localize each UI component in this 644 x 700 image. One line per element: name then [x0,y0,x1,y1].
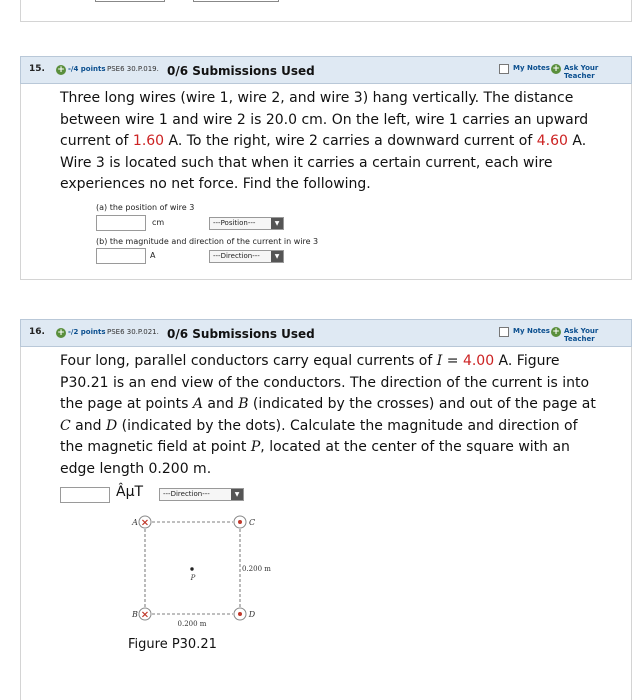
label-B: B [132,610,138,619]
my-notes-link[interactable]: My Notes [513,327,550,335]
text-line [60,416,626,438]
label-A: A [132,518,138,527]
current-value: 4.00 [462,353,495,369]
question-15-header [20,56,632,84]
submissions-used: 0/6 Submissions Used [167,327,315,341]
text-segment: and [202,396,239,412]
text-segment: A. Figure [494,353,560,369]
conductor-D-dot [238,612,242,616]
text-line: experiences no net force. Find the following. [60,176,371,192]
text-segment: Four long, parallel conductors carry equal currents of [60,353,437,369]
point-A: A [192,396,203,412]
text-segment: = [442,353,463,369]
text-line: between wire 1 and wire 2 is 20.0 cm. On the left, wire 1 carries an upward [60,111,589,128]
point-B: B [238,396,249,412]
ask-teacher-plus-icon: + [552,327,560,337]
point-P-dot [190,567,193,570]
text-line [60,437,626,459]
points-link[interactable]: -/2 points [68,328,106,336]
text-segment: (indicated by the dots). Calculate the magnitude and direction of [117,417,578,434]
text-line: Wire 3 is located such that when it carries a certain current, each wire [60,154,553,171]
submissions-used: 0/6 Submissions Used [167,64,315,78]
expand-plus-icon[interactable]: + [57,65,65,75]
text-segment: the page at points [60,396,193,412]
field-direction-select-value: ---Direction--- [163,490,210,498]
position-select[interactable] [209,217,284,230]
text-segment: A. To the right, wire 2 carries a downward current of [164,133,537,149]
field-unit: ÂµT [116,484,144,500]
part-b-answer-input[interactable] [96,248,146,264]
text-line [60,351,626,373]
variable-I: I [436,353,443,369]
previous-question-card [20,0,632,22]
field-answer-input[interactable] [60,487,110,503]
edge-length-right: 0.200 m [242,565,271,573]
expand-plus-icon[interactable]: + [57,328,65,338]
previous-answer-box[interactable] [95,0,165,2]
my-notes-checkbox[interactable] [499,64,509,74]
direction-select-value: ---Direction--- [213,252,260,260]
part-a-answer-input[interactable] [96,215,146,231]
point-D: D [105,417,118,434]
conductor-C-dot [238,520,242,524]
point-P: P [250,439,261,455]
text-line [60,394,626,416]
conductor-B-cross: × [140,609,150,621]
question-number: 16. [29,327,45,337]
text-segment: (indicated by the crosses) and out of the page at [248,396,596,412]
part-a-label: (a) the position of wire 3 [96,203,195,212]
my-notes-link[interactable]: My Notes [513,64,550,72]
label-C: C [248,518,256,527]
chevron-down-icon: ▼ [271,251,283,262]
current-value-1: 1.60 [132,133,165,149]
text-line: edge length 0.200 m. [60,460,212,477]
part-b-label: (b) the magnitude and direction of the current in wire 3 [96,237,319,246]
problem-code: PSE6 30.P.021. [107,328,159,336]
position-select-value: ---Position--- [213,219,256,227]
text-segment: A. [567,133,587,149]
current-value-2: 4.60 [536,133,568,149]
conductor-A-cross: × [140,517,150,529]
ask-your-teacher-link[interactable]: Ask Your Teacher [564,327,599,343]
ask-your-teacher-link[interactable]: Ask Your Teacher [564,64,599,80]
text-line: P30.21 is an end view of the conductors. The direction of the current is into [60,374,590,391]
question-16-header [20,319,632,347]
text-segment: and [70,417,106,434]
question-16-text [60,351,626,480]
edge-length-bottom: 0.200 m [177,620,207,628]
part-b-unit: A [150,251,156,260]
text-segment: current of [60,133,133,149]
previous-select[interactable] [193,0,279,2]
direction-select[interactable] [209,250,284,263]
my-notes-checkbox[interactable] [499,327,509,337]
text-line [60,131,626,153]
text-line: Three long wires (wire 1, wire 2, and wire 3) hang vertically. The distance [60,90,574,106]
part-a-unit: cm [152,218,165,227]
text-segment: the magnetic field at point [60,439,251,455]
figure-p30-21 [120,508,290,633]
question-number: 15. [29,64,45,74]
field-direction-select[interactable] [159,488,244,501]
problem-code: PSE6 30.P.019. [107,65,159,73]
label-P: P [190,574,196,582]
chevron-down-icon: ▼ [231,489,243,500]
text-segment: , located at the center of the square with an [260,439,570,455]
points-link[interactable]: -/4 points [68,65,106,73]
figure-caption: Figure P30.21 [128,637,217,652]
label-D: D [248,610,256,619]
question-15-text [60,88,626,196]
ask-teacher-plus-icon: + [552,64,560,74]
chevron-down-icon: ▼ [271,218,283,229]
point-C: C [60,417,71,434]
